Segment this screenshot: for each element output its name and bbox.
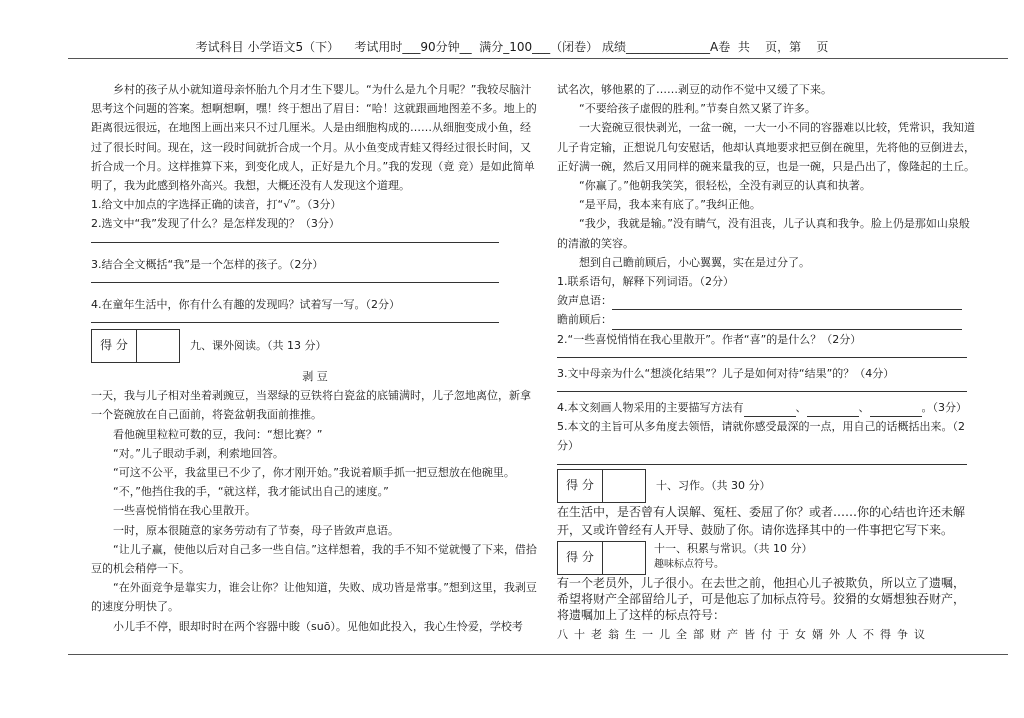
passage-1: 乡村的孩子从小就知道母亲怀胎九个月才生下婴儿。“为什么是九个月呢？”我较尽脑汁思考这个问题的答案。想啊想啊，嘿！终于想出了眉目：“哈！这就跟画地图差不多。地上的距离很远很远，在地图上画出来只不过几厘米。人是由细胞构成的……从细胞变成小鱼，经过了很长时间。现在，这一段时间就折合成一个月。从小鱼变成青蛙又得经过很长时间，又折合成一个月。这样推算下来，到变化成人，正好是九个月。”我的发现（竟 竞）是如此简单明了，我为此感到格外高兴。我想，大概还没有人发现这个道理。 <box>91 83 537 193</box>
question-2: 2.“一些喜悦悄悄在我心里散开”。作者“喜”的是什么？（2分） <box>557 332 862 346</box>
separator: 、 <box>795 401 807 415</box>
will-text: 八十老翁生一儿全部财产皆付于女婿外人不得争议 <box>557 627 931 641</box>
footer-rule <box>68 654 1008 655</box>
score-label: 得 分 <box>558 470 603 502</box>
question-4: 4.在童年生活中，你有什么有趣的发现吗？试着写一写。（2分） <box>91 297 400 311</box>
question-4 <box>557 398 975 417</box>
score-cell[interactable] <box>603 470 645 502</box>
score-label: 得 分 <box>92 330 137 362</box>
paragraph: 一天，我与儿子相对坐着剥豌豆，当翠绿的豆铁将白瓷盆的底铺满时，儿子忽地离位，新拿一个瓷碗放在自己面前，将瓷盆朝我面前推推。 <box>91 389 531 422</box>
question-5: 5.本文的主旨可从多角度去领悟，请就你感受最深的一点，用自己的话概括出来。（2分） <box>557 420 965 453</box>
section-11-titles <box>654 541 813 573</box>
paragraph: “对。”儿子眼动手剥，利索地回答。 <box>113 446 284 460</box>
section-10-header <box>557 469 975 503</box>
answer-line[interactable] <box>91 314 499 323</box>
score-cell[interactable] <box>603 542 645 574</box>
word-2-row <box>557 310 975 329</box>
question-4-score: 。（3分） <box>921 401 967 415</box>
answer-line[interactable] <box>91 234 499 243</box>
question-1: 1.给文中加点的字选择正确的读音，打“√”。（3分） <box>91 198 342 212</box>
answer-blank[interactable] <box>612 295 962 310</box>
header-rule <box>68 58 1008 59</box>
paragraph: “不，”他挡住我的手，“就这样，我才能试出自己的速度。” <box>113 485 389 499</box>
paragraph: “是平局，我本来有底了。”我纠正他。 <box>579 198 761 212</box>
score-cell[interactable] <box>137 330 179 362</box>
word-1-row <box>557 291 975 310</box>
paragraph: 一时，原本很随意的家务劳动有了节奏，母子皆敛声息语。 <box>113 523 399 537</box>
score-box <box>557 541 646 575</box>
word-1: 敛声息语： <box>557 294 612 308</box>
section-11-header <box>557 541 975 575</box>
left-column <box>91 80 539 636</box>
question-3: 3.结合全文概括“我”是一个怎样的孩子。（2分） <box>91 257 324 271</box>
exam-header: 考试科目 小学语文5（下） 考试用时___90分钟__ 满分_100___（闭卷） 成绩______________A卷 共 页，第 页 <box>195 40 829 54</box>
question-2: 2.选文中“我”发现了什么？是怎样发现的？（3分） <box>91 217 340 231</box>
score-label: 得 分 <box>558 542 603 574</box>
answer-blank[interactable] <box>744 404 796 417</box>
answer-line[interactable] <box>557 456 967 465</box>
answer-blank[interactable] <box>870 404 922 417</box>
paragraph: “可这不公平，我盆里已不少了，你才刚开始。”我说着顺手抓一把豆想放在他碗里。 <box>113 466 515 480</box>
answer-line[interactable] <box>557 349 967 358</box>
paragraph: 想到自己瞻前顾后，小心翼翼，实在是过分了。 <box>579 255 810 269</box>
section-11-story: 有一个老员外，儿子很小。在去世之前，他担心儿子被欺负，所以立了遗嘱，希望将财产全部留给儿子，可是他忘了加标点符号。狡猾的女婿想独吞财产，将遗嘱加上了这样的标点符号： <box>557 575 966 622</box>
answer-line[interactable] <box>91 274 499 283</box>
section-11-title: 十一、积累与常识。（共 10 分） <box>654 541 813 555</box>
paragraph: “你赢了。”他朝我笑笑，很轻松，全没有剥豆的认真和执著。 <box>579 179 871 193</box>
answer-blank[interactable] <box>807 404 859 417</box>
paragraph: 看他碗里粒粒可数的豆，我问：“想比赛？” <box>113 427 323 441</box>
right-column <box>557 80 975 644</box>
question-1: 1.联系语句，解释下列词语。（2分） <box>557 275 734 289</box>
paragraph: “在外面竞争是靠实力，谁会让你？让他知道，失败、成功皆是常事。”想到这里，我剥豆的速度分明快了。 <box>91 581 537 614</box>
paragraph: 试名次，够他累的了……剥豆的动作不觉中又缓了下来。 <box>557 83 832 96</box>
separator: 、 <box>858 401 870 415</box>
paragraph: 小儿手不停，眼却时时在两个容器中睃（suō）。见他如此投入，我心生怜爱，学校考 <box>113 619 523 633</box>
score-box <box>91 329 180 363</box>
section-10-prompt: 在生活中，是否曾有人误解、冤枉、委屈了你？或者……你的心结也许还未解开，又或许曾经有人开导、鼓励了你。请你选择其中的一件事把它写下来。 <box>557 504 966 537</box>
section-9-title: 九、课外阅读。（共 13 分） <box>190 339 327 353</box>
paragraph: 一大瓷碗豆很快剥光，一盆一碗，一大一小不同的容器难以比较，凭常识，我知道儿子肯定输，正想说几句安慰话，他却认真地要求把豆倒在碗里，先将他的豆倒进去，正好满一碗，然后又用同样的碗来量我的豆，也是一碗，只是凸出了，像隆起的土丘。 <box>557 121 975 173</box>
question-3: 3.文中母亲为什么“想淡化结果”？儿子是如何对待“结果”的？（4分） <box>557 366 895 380</box>
paragraph: “不要给孩子虚假的胜利。”节奏自然又紧了许多。 <box>579 102 816 116</box>
section-10-title: 十、习作。（共 30 分） <box>656 479 771 493</box>
word-2: 瞻前顾后： <box>557 313 612 327</box>
paragraph: 一些喜悦悄悄在我心里散开。 <box>113 504 256 518</box>
passage-title: 剥 豆 <box>302 370 328 384</box>
paragraph: “我少，我就是输。”没有睛气，没有沮丧，儿子认真和我争。脸上仍是那如山泉般的清澈的笑容。 <box>557 217 970 250</box>
answer-line[interactable] <box>557 383 967 392</box>
section-11-subtitle: 趣味标点符号。 <box>654 558 724 570</box>
answer-blank[interactable] <box>612 315 962 330</box>
section-9-header <box>91 329 539 363</box>
paragraph: “让儿子赢，使他以后对自己多一些自信。”这样想着，我的手不知不觉就慢了下来，借拾豆的机会稍停一下。 <box>91 542 537 576</box>
question-4-text: 4.本文刻画人物采用的主要描写方法有 <box>557 401 744 415</box>
score-box <box>557 469 646 503</box>
